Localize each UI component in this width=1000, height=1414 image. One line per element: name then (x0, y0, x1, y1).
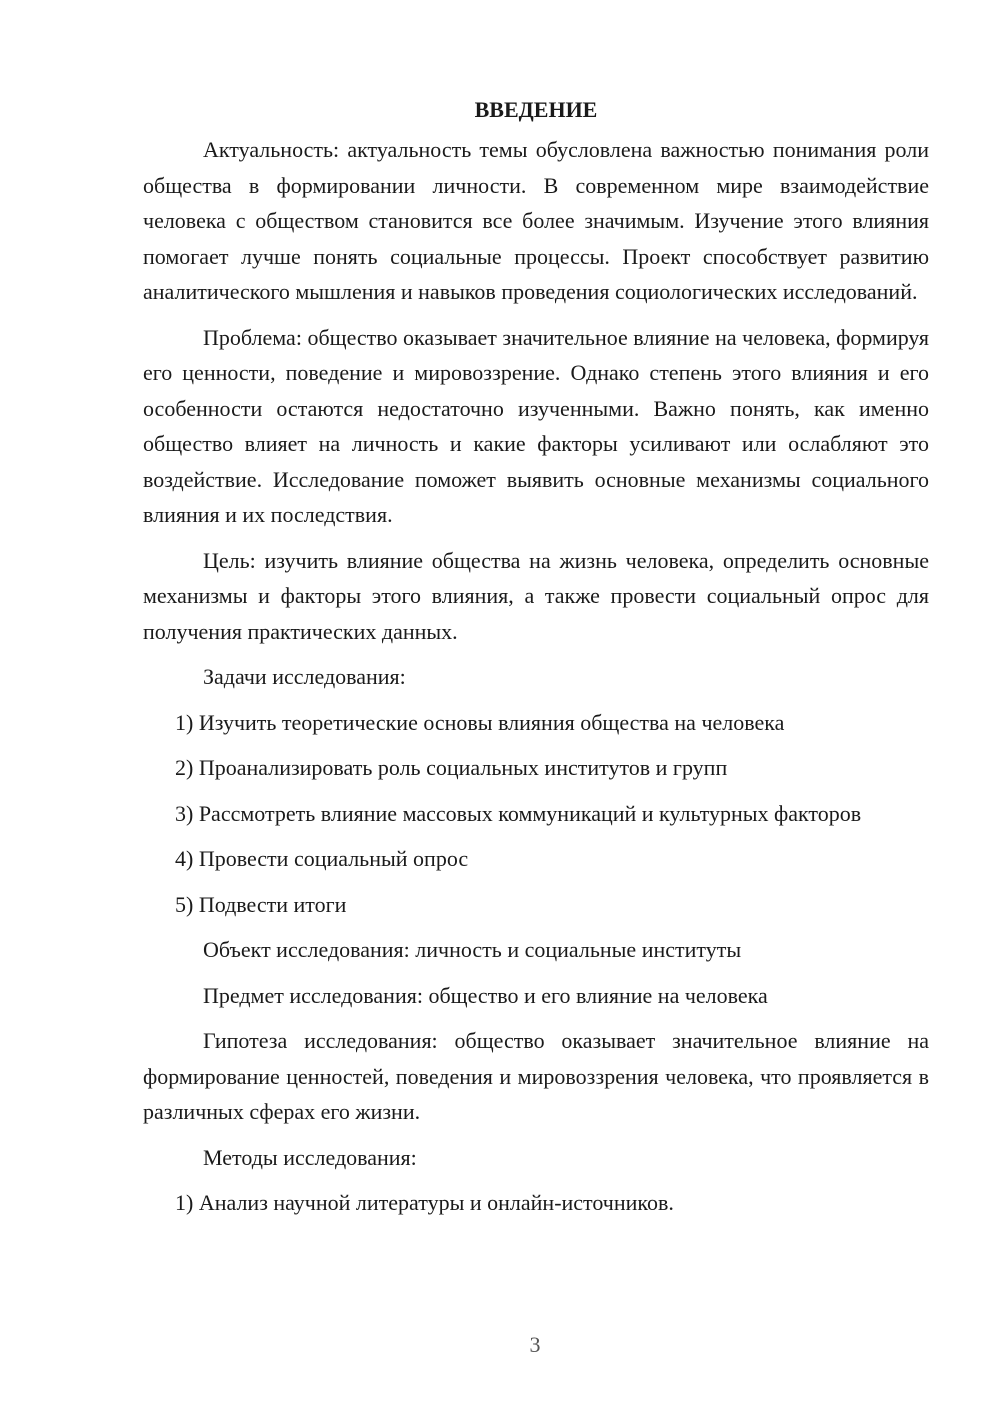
task-item: 5) Подвести итоги (175, 891, 347, 917)
relevance-paragraph: Актуальность: актуальность темы обусловлена важностью понимания роли общества в формировании личности. В современном мире взаимодействие человека с обществом становится все более значимым. Изучение этого влияния помогает лучше понять социальные процессы. Проект способствует развитию аналитического мышления и навыков проведения социологических исследований. (143, 137, 929, 304)
problem-paragraph: Проблема: общество оказывает значительное влияние на человека, формируя его ценности, поведение и мировоззрение. Однако степень этого влияния и его особенности остаются недостаточно изученными. Важно понять, как именно общество влияет на личность и какие факторы усиливают или ослабляют это воздействие. Исследование поможет выявить основные механизмы социального влияния и их последствия. (143, 324, 929, 527)
hypothesis-paragraph: Гипотеза исследования: общество оказывает значительное влияние на формирование ценностей, поведения и мировоззрения человека, что проявляется в различных сферах его жизни. (143, 1028, 929, 1124)
methods-list (143, 1185, 929, 1221)
task-item: 4) Провести социальный опрос (175, 846, 469, 871)
task-item: 3) Рассмотреть влияние массовых коммуникаций и культурных факторов (175, 800, 862, 826)
subject-line: Предмет исследования: общество и его влияние на человека (203, 982, 768, 1008)
tasks-heading: Задачи исследования: (203, 664, 406, 689)
page-number: 3 (529, 1332, 541, 1357)
page-title: ВВЕДЕНИЕ (474, 97, 598, 122)
methods-heading: Методы исследования: (203, 1144, 417, 1170)
document-page (143, 92, 929, 1231)
object-line: Объект исследования: личность и социальные институты (203, 937, 742, 962)
tasks-list (143, 705, 929, 923)
method-item: 1) Анализ научной литературы и онлайн-источников. (175, 1190, 674, 1215)
goal-paragraph: Цель: изучить влияние общества на жизнь человека, определить основные механизмы и факторы этого влияния, а также провести социальный опрос для получения практических данных. (143, 547, 929, 644)
task-item: 1) Изучить теоретические основы влияния общества на человека (175, 709, 785, 735)
task-item: 2) Проанализировать роль социальных институтов и групп (175, 755, 728, 780)
